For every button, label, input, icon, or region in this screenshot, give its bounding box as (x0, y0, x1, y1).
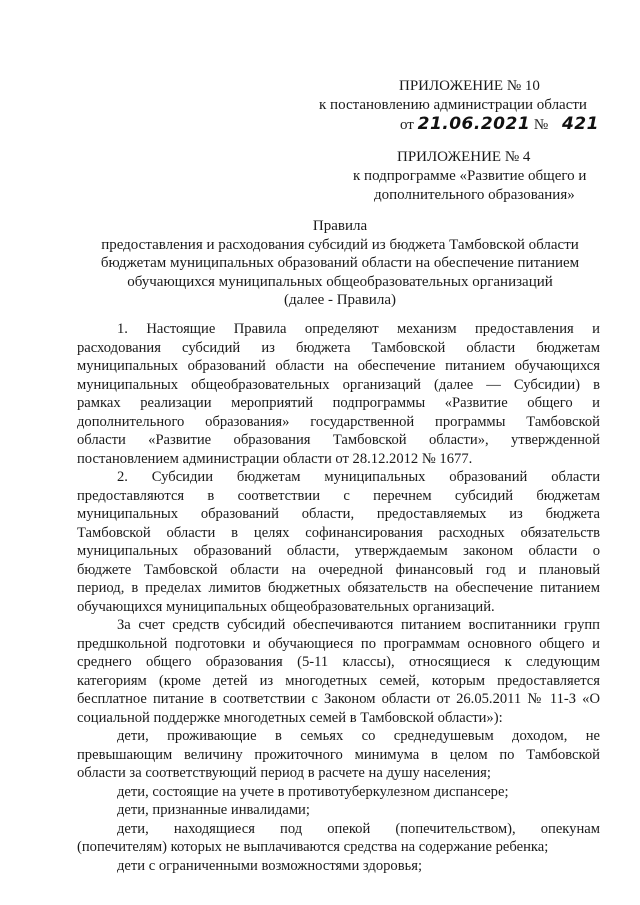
body-line: дополнительного образования» государственной программы Тамбовской (77, 413, 600, 430)
title-line-2: бюджетам муниципальных образований области на обеспечение питанием (100, 255, 580, 271)
document-body (77, 320, 600, 875)
body-line: дети, находящиеся под опекой (попечительством), опекунам (117, 820, 600, 837)
date-prefix: от (400, 117, 414, 133)
body-line: среднего общего образования (5-11 классы), относящиеся к следующим (77, 654, 600, 670)
body-line: области за соответствующий период в расчете на душу населения; (77, 765, 491, 781)
title-line-4: (далее - Правила) (284, 292, 396, 308)
body-line: дети, признанные инвалидами; (117, 802, 310, 818)
body-line: обучающихся муниципальных общеобразовательных организаций. (77, 598, 495, 615)
appendix-10-title: ПРИЛОЖЕНИЕ № 10 (399, 78, 540, 94)
body-line: (попечителям) которых не выплачиваются средства на содержание ребенка; (77, 839, 549, 855)
document-title (60, 217, 620, 310)
decree-date-line (400, 114, 599, 135)
handwritten-date: 21.06.2021 (417, 114, 531, 134)
body-line: муниципальных образований области на обеспечение питанием обучающихся (77, 358, 600, 374)
number-sign: № (533, 117, 549, 133)
body-line: рамках реализации мероприятий подпрограммы «Развитие общего и (77, 395, 600, 411)
appendix-10-reference: к постановлению администрации области (319, 97, 587, 113)
title-heading: Правила (312, 218, 368, 234)
body-line: муниципальных общеобразовательных организаций (далее — Субсидии) в (77, 376, 600, 393)
body-line: области «Развитие образования Тамбовской области», утвержденной (77, 432, 600, 448)
body-line: муниципальных образований области, утверждаемым законом области о (77, 543, 600, 559)
title-line-3: обучающихся муниципальных общеобразовательных организаций (127, 273, 553, 290)
handwritten-number: 421 (561, 114, 599, 134)
body-line: превышающим величину прожиточного минимума в целом по Тамбовской (77, 746, 600, 763)
title-line-1: предоставления и расходования субсидий из бюджета Тамбовской области (101, 236, 579, 253)
appendix-4-line-2: дополнительного образования» (374, 187, 575, 203)
body-line: предшкольной подготовки и обучающиеся по программам основного общего и (77, 635, 600, 652)
body-line: дети, состоящие на учете в противотуберкулезном диспансере; (117, 783, 509, 800)
body-line: постановлением администрации области от 28.12.2012 № 1677. (77, 450, 473, 467)
body-line: Тамбовской области в целях софинансирования расходных обязательств (77, 524, 600, 541)
body-line: За счет средств субсидий обеспечиваются питанием воспитанники групп (117, 617, 600, 633)
body-line: дети, проживающие в семьях со среднедушевым доходом, не (117, 728, 600, 744)
body-line: бесплатное питание в соответствии с Законом области от 26.05.2011 № 11-З «О (77, 691, 600, 707)
body-line: период, в пределах лимитов бюджетных обязательств на обеспечение питанием (77, 580, 600, 596)
body-line: 2. Субсидии бюджетам муниципальных образований области (117, 469, 600, 485)
body-line: категориям (кроме детей из многодетных семей, которым предоставляется (77, 672, 600, 689)
appendix-4-title: ПРИЛОЖЕНИЕ № 4 (397, 149, 531, 165)
body-line: дети с ограниченными возможностями здоровья; (117, 857, 423, 874)
body-line: 1. Настоящие Правила определяют механизм предоставления и (117, 321, 600, 337)
body-line: расходования субсидий из бюджета Тамбовской области бюджетам (77, 339, 600, 356)
body-line: предоставляются в соответствии с перечнем субсидий бюджетам (77, 487, 600, 504)
body-line: социальной поддержке многодетных семей в Тамбовской области»): (77, 709, 503, 726)
body-line: бюджете Тамбовской области на очередной финансовый год и плановый (77, 561, 600, 578)
appendix-4-line-1: к подпрограмме «Развитие общего и (353, 168, 587, 184)
body-line: муниципальных образований области, предоставляемых из бюджета (77, 506, 600, 522)
